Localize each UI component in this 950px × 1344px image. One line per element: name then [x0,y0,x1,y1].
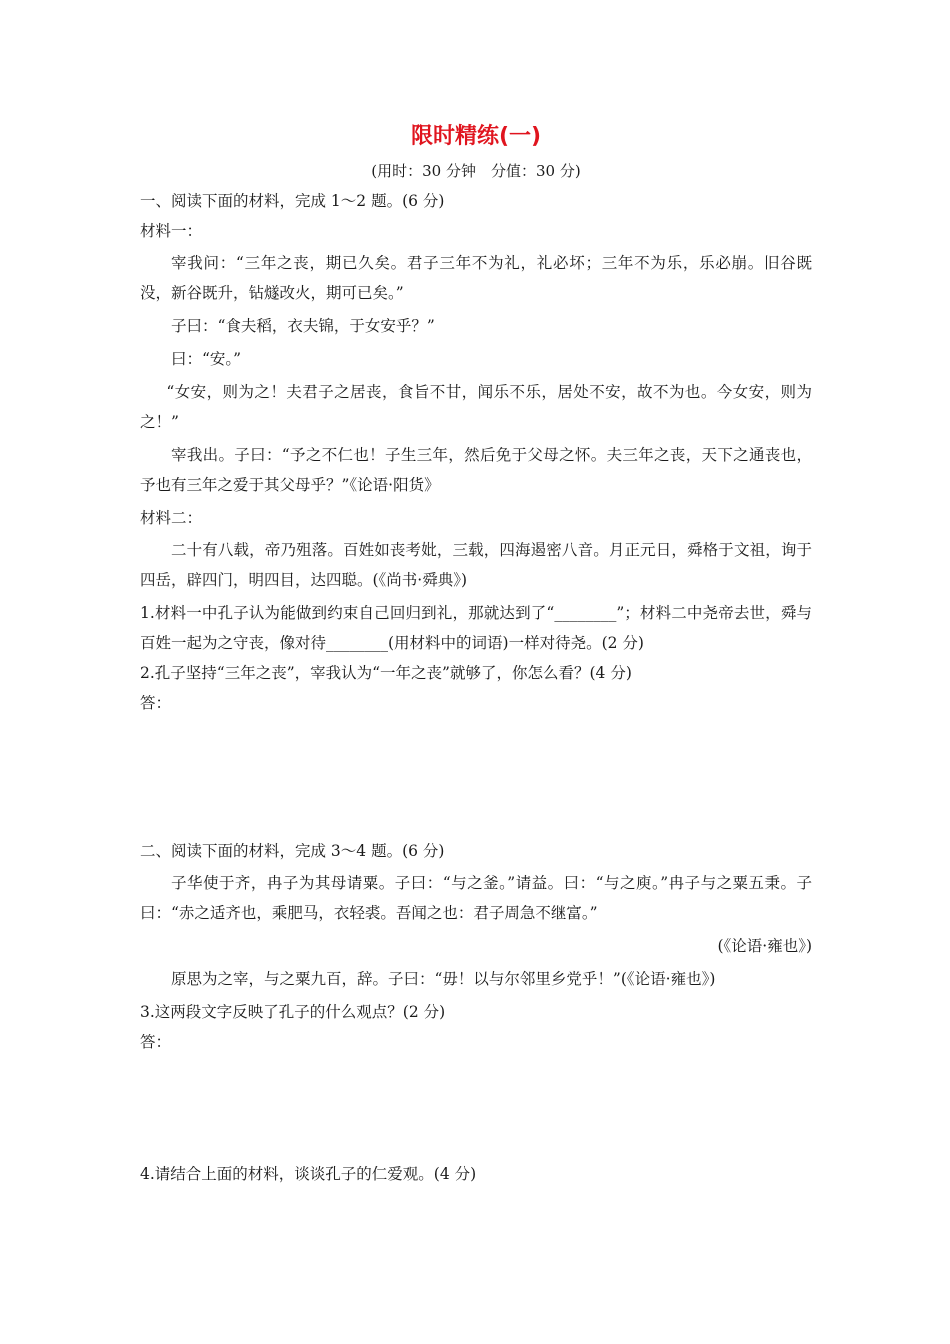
document-page [140,120,812,1189]
source-citation: (《论语·雍也》) [717,937,812,955]
answer-space [140,718,812,836]
material1-paragraph: 曰：“安。” [171,350,242,368]
answer-label: 答： [140,694,172,712]
section2-paragraph: 子华使于齐，冉子为其母请粟。子曰：“与之釜。”请益。曰：“与之庾。”冉子与之粟五秉。子曰：“赤之适齐也，乘肥马，衣轻裘。吾闻之也：君子周急不继富。” [140,874,812,922]
document-title: 限时精练(一) [410,124,542,149]
question-4: 4.请结合上面的材料，谈谈孔子的仁爱观。(4 分) [140,1165,477,1183]
section2-heading: 二、阅读下面的材料，完成 3～4 题。(6 分) [140,842,445,860]
question-1: 1.材料一中孔子认为能做到约束自己回归到礼，那就达到了“________”；材料二中尧帝去世，舜与百姓一起为之守丧，像对待________(用材料中的词语)一样对待尧。(2 分) [140,604,812,652]
section2-paragraph: 原思为之宰，与之粟九百，辞。子曰：“毋！以与尔邻里乡党乎！”(《论语·雍也》) [171,970,716,988]
material2-paragraph: 二十有八载，帝乃殂落。百姓如丧考妣，三载，四海遏密八音。月正元日，舜格于文祖，询于四岳，辟四门，明四目，达四聪。(《尚书·舜典》) [140,541,812,589]
section1-heading: 一、阅读下面的材料，完成 1～2 题。(6 分) [140,192,445,210]
question-2: 2.孔子坚持“三年之丧”，宰我认为“一年之丧”就够了，你怎么看？(4 分) [140,664,632,682]
question-3: 3.这两段文字反映了孔子的什么观点？(2 分) [140,1003,446,1021]
time-and-score: (用时：30 分钟 分值：30 分) [371,162,581,180]
answer-label: 答： [140,1033,172,1051]
material1-paragraph: 子曰：“食夫稻，衣夫锦，于女安乎？” [171,317,435,335]
material1-paragraph: “女安，则为之！夫君子之居丧，食旨不甘，闻乐不乐，居处不安，故不为也。今女安，则为之！” [140,383,812,431]
material2-label: 材料二： [140,509,203,527]
material1-paragraph: 宰我出。子曰：“予之不仁也！子生三年，然后免于父母之怀。夫三年之丧，天下之通丧也，予也有三年之爱于其父母乎？”《论语·阳货》 [140,446,812,494]
material1-paragraph: 宰我问：“三年之丧，期已久矣。君子三年不为礼，礼必坏；三年不为乐，乐必崩。旧谷既没，新谷既升，钻燧改火，期可已矣。” [140,254,812,302]
answer-space [140,1057,812,1159]
material1-label: 材料一： [140,222,203,240]
